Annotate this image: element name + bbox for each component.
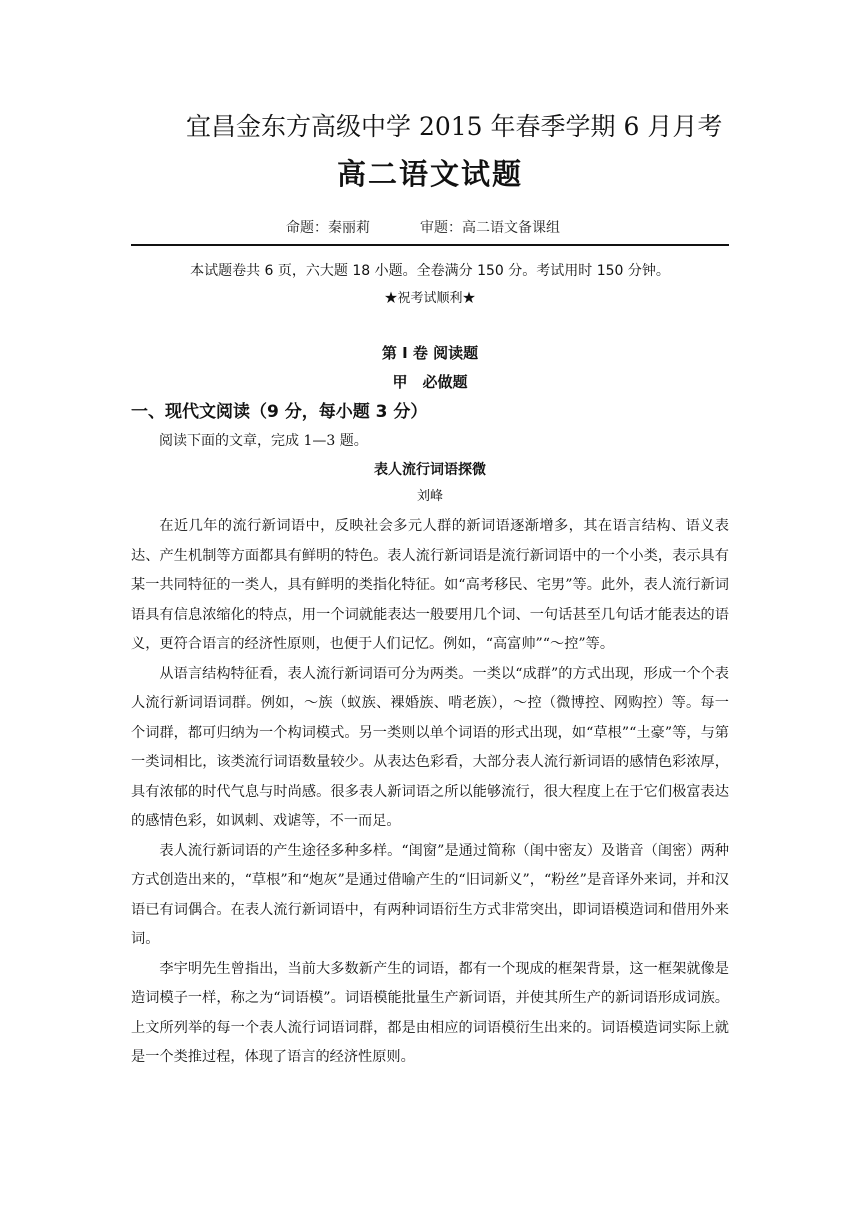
- article-title: 表人流行词语探微: [374, 462, 486, 478]
- blessing: ★祝考试顺利★: [384, 291, 476, 306]
- paragraph: 表人流行新词语的产生途径多种多样。“闺窗”是通过简称（闺中密友）及谐音（闺密）两种方式创造出来的，“草根”和“炮灰”是通过借喻产生的“旧词新义”，“粉丝”是音译外来词，并和汉语已有词偶合。在表人流行新词语中，有两种词语衍生方式非常突出，即词语模造词和借用外来词。: [131, 842, 729, 947]
- paragraph: 李宇明先生曾指出，当前大多数新产生的词语，都有一个现成的框架背景，这一框架就像是造词模子一样，称之为“词语模”。词语模能批量生产新词语，并使其所生产的新词语形成词族。上文所列举的每一个表人流行词语词群，都是由相应的词语模衍生出来的。词语模造词实际上就是一个类推过程，体现了语言的经济性原则。: [131, 960, 729, 1065]
- exam-intro: 本试题卷共 6 页，六大题 18 小题。全卷满分 150 分。考试用时 150 分钟。: [190, 263, 670, 279]
- section-instruction: 阅读下面的文章，完成 1—3 题。: [159, 433, 368, 449]
- reviewer: 审题：高二语文备课组: [420, 220, 560, 236]
- paragraph: 从语言结构特征看，表人流行新词语可分为两类。一类以“成群”的方式出现，形成一个个表人流行新词语词群。例如，～族（蚁族、裸婚族、啃老族），～控（微博控、网购控）等。每一个词群，都可归纳为一个构词模式。另一类则以单个词语的形式出现，如“草根”“土豪”等，与第一类词相比，该类流行词语数量较少。从表达色彩看，大部分表人流行新词语的感情色彩浓厚，具有浓郁的时代气息与时尚感。很多表人新词语之所以能够流行，很大程度上在于它们极富表达的感情色彩，如讽刺、戏谑等，不一而足。: [131, 665, 729, 829]
- paragraph: 在近几年的流行新词语中，反映社会多元人群的新词语逐渐增多，其在语言结构、语义表达、产生机制等方面都具有鲜明的特色。表人流行新词语是流行新词语中的一个小类，表示具有某一共同特征的一类人，具有鲜明的类指化特征。如“高考移民、宅男”等。此外，表人流行新词语具有信息浓缩化的特点，用一个词就能表达一般要用几个词、一句话甚至几句话才能表达的语义，更符合语言的经济性原则，也便于人们记忆。例如，“高富帅”“～控”等。: [131, 518, 729, 652]
- volume-subtitle: 甲 必做题: [392, 373, 468, 391]
- article-author: 刘峰: [416, 489, 443, 504]
- main-title: 高二语文试题: [336, 157, 523, 191]
- author-line: [286, 217, 686, 239]
- volume-title: 第 I 卷 阅读题: [381, 344, 479, 362]
- header-divider: [131, 244, 729, 246]
- article-body: [131, 512, 729, 1073]
- section-heading: 一、现代文阅读（9 分，每小题 3 分）: [131, 402, 428, 422]
- proposer: 命题：秦丽莉: [286, 220, 370, 236]
- school-title: 宜昌金东方高级中学 2015 年春季学期 6 月月考: [186, 112, 723, 141]
